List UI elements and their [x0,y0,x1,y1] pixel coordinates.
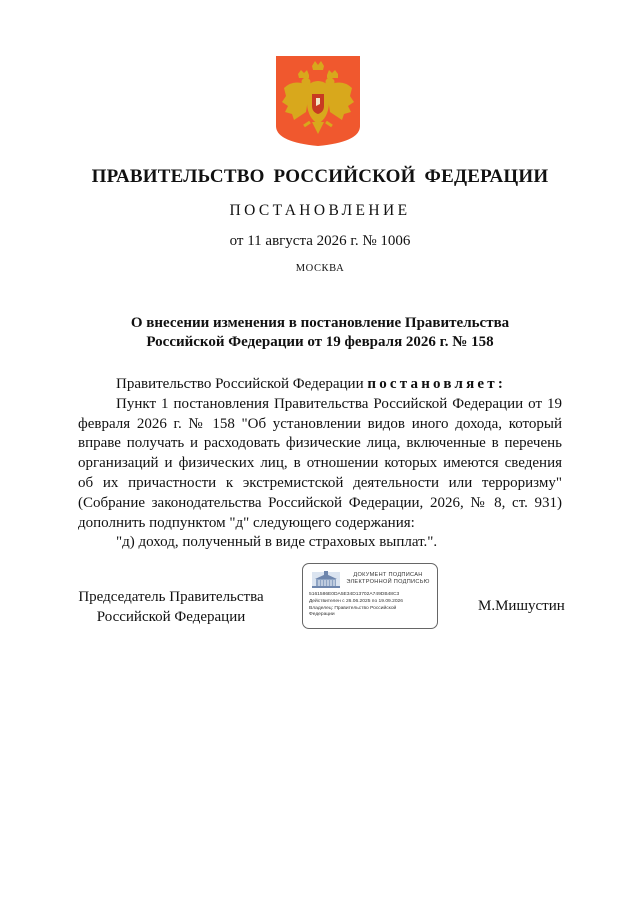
signatory-name: М.Мишустин [478,598,565,614]
stamp-validity: Действителен с 26.06.2025 по 19.09.2026 [309,598,403,604]
document-body [78,375,562,553]
main-paragraph: Пункт 1 постановления Правительства Российской Федерации от 19 февраля 2026 г. № 158 "Об установлении видов иного дохода, который вправе получать и расходовать физические лица, включенные в перечень организаций и физических лиц, в отношении которых имеются сведения об их причастности к экстремистской деятельности или терроризму" (Собрание законодательства Российской Федерации, 2026, № 8, ст. 931) дополнить подпунктом "д" следующего содержания: [78,395,562,531]
position-line: Председатель Правительства [78,589,264,605]
stamp-certificate: 5161586E0DA5E34D13702A749DB48C3 [309,592,400,597]
building-icon [310,570,342,590]
stamp-details [309,592,435,619]
stamp-title-line: ЭЛЕКТРОННОЙ ПОДПИСЬЮ [346,579,430,585]
document-subject [0,314,640,352]
stamp-owner: Владелец: Правительство Российской [309,605,397,611]
stamp-owner: Федерации [309,612,335,618]
intro-paragraph [78,375,562,395]
subject-line: О внесении изменения в постановление Правительства [130,315,510,331]
document-date-number: от 11 августа 2026 г. № 1006 [229,233,411,249]
government-title: ПРАВИТЕЛЬСТВО РОССИЙСКОЙ ФЕДЕРАЦИИ [91,166,549,187]
document-type: ПОСТАНОВЛЕНИЕ [229,202,411,219]
electronic-signature-stamp [302,563,438,629]
signatory-position [70,588,272,628]
decree-word: постановляет: [367,376,507,392]
coat-of-arms-icon [276,56,360,146]
position-line: Российской Федерации [96,608,246,625]
document-city: МОСКВА [295,263,345,274]
stamp-title [341,572,435,586]
stamp-title-line: ДОКУМЕНТ ПОДПИСАН [353,572,423,578]
subject-line: Российской Федерации от 19 февраля 2026 г. № 158 [146,334,494,350]
intro-text: Правительство Российской Федерации [116,376,368,392]
amendment-paragraph: "д) доход, полученный в виде страховых выплат.". [116,534,438,551]
